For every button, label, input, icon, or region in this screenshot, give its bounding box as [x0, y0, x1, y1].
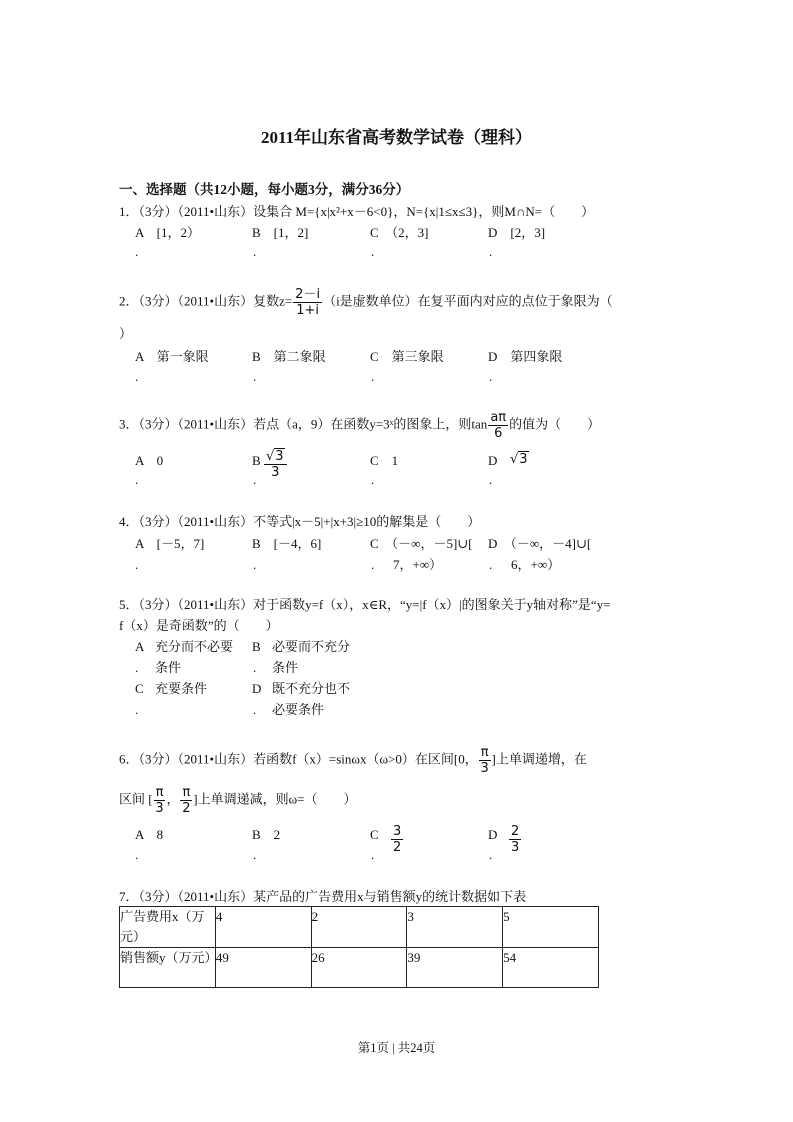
q1-option-a: A [1，2）	[135, 225, 201, 240]
denominator: 3	[511, 840, 520, 855]
q3-stem-text: 3．（3分）（2011•山东）若点（a，9）在函数y=3ˣ的图象上，则tan	[119, 416, 488, 432]
denominator: 2	[393, 840, 402, 855]
q2-stem-end: ）	[119, 326, 133, 341]
q6-option-c-value	[390, 824, 404, 855]
option-dot: .	[135, 557, 139, 572]
q2-option-b: B 第二象限	[252, 349, 326, 364]
numerator: π	[182, 785, 191, 800]
q1-option-b: B [1，2]	[252, 225, 309, 240]
option-dot: .	[371, 557, 375, 572]
q2-stem-text: 2．（3分）（2011•山东）复数z=	[119, 293, 293, 309]
option-dot: .	[253, 244, 257, 259]
q3-stem-text: 的值为（ ）	[509, 416, 601, 432]
question-6-stem-line1	[119, 745, 587, 776]
table-row	[120, 948, 599, 988]
q3-option-a: A 0	[135, 453, 164, 468]
table-cell: 2	[311, 907, 407, 948]
question-3-stem	[119, 410, 600, 441]
denominator: 1+i	[296, 303, 319, 318]
numerator: π	[480, 745, 489, 760]
denominator: 2	[182, 801, 191, 816]
q1-option-c: C （2，3]	[370, 225, 429, 240]
q6-option-d-label: D	[488, 827, 498, 842]
q3-option-c: C 1	[370, 453, 399, 468]
table-cell: 39	[407, 948, 503, 988]
option-dot: .	[135, 660, 139, 675]
q5-option-c-text: 充要条件	[155, 681, 208, 696]
question-6-stem-line2	[119, 785, 357, 816]
option-dot: .	[135, 369, 139, 384]
q3-option-b-value	[263, 449, 288, 480]
q3-option-d-label: D	[488, 453, 498, 468]
numerator: aπ	[490, 410, 507, 425]
q5-option-d-label: D	[252, 681, 262, 696]
section-heading: 一、选择题（共12小题，每小题3分，满分36分）	[119, 182, 410, 197]
q6-option-a: A 8	[135, 827, 164, 842]
option-dot: .	[253, 557, 257, 572]
numerator: √3	[264, 449, 287, 465]
table-cell: 3	[407, 907, 503, 948]
numerator: π	[155, 785, 164, 800]
q2-fraction	[293, 287, 322, 318]
option-dot: .	[253, 847, 257, 862]
option-dot: .	[135, 847, 139, 862]
q2-option-a: A 第一象限	[135, 349, 209, 364]
option-dot: .	[489, 369, 493, 384]
option-dot: .	[135, 472, 139, 487]
question-7-stem: 7．（3分）（2011•山东）某产品的广告费用x与销售额y的统计数据如下表	[119, 889, 527, 904]
numerator: 3	[393, 824, 402, 839]
table-header-cell: 销售额y（万元）	[120, 948, 216, 988]
table-cell: 5	[503, 907, 599, 948]
q5-option-d-text: 既不充分也不	[272, 681, 351, 696]
q6-option-b: B 2	[252, 827, 281, 842]
table-cell: 26	[311, 948, 407, 988]
q4-option-d-continued: 6，+∞）	[511, 557, 561, 572]
page-title: 2011年山东省高考数学试卷（理科）	[260, 128, 533, 147]
q6-stem-text: 区间	[119, 791, 146, 807]
option-dot: .	[489, 244, 493, 259]
q2-option-d: D 第四象限	[488, 349, 563, 364]
option-dot: .	[371, 244, 375, 259]
question-5-stem-line1: 5．（3分）（2011•山东）对于函数y=f（x），x∈R，“y=|f（x）|的图象关于y轴对称”是“y=	[119, 597, 611, 612]
q6-fraction-pi-2	[180, 785, 192, 816]
q4-option-b: B [－4，6]	[252, 536, 322, 551]
q6-fraction-pi-3	[479, 745, 491, 776]
option-dot: .	[135, 244, 139, 259]
denominator: 3	[480, 761, 489, 776]
q6-option-c-label: C	[370, 827, 379, 842]
question-2-stem	[119, 287, 613, 318]
q1-option-d: D [2，3]	[488, 225, 546, 240]
q6-stem-text: ]上单调递减，则ω=（ ）	[193, 791, 357, 807]
q3-option-d-sqrt: √3	[510, 452, 528, 467]
option-dot: .	[253, 472, 257, 487]
option-dot: .	[135, 702, 139, 717]
table-row	[120, 907, 599, 948]
q6-stem-text: 6．（3分）（2011•山东）若函数f（x）=sinωx（ω>0）在区间	[119, 751, 454, 767]
option-dot: .	[253, 702, 257, 717]
q5-option-b-text-2: 条件	[272, 660, 299, 675]
q6-stem-text: ]上单调递增，在	[491, 751, 587, 767]
option-dot: .	[371, 847, 375, 862]
question-4-stem: 4．（3分）（2011•山东）不等式|x－5|+|x+3|≥10的解集是（ ）	[119, 514, 481, 529]
option-dot: .	[371, 472, 375, 487]
q4-option-d: D （－∞，－4]∪[	[488, 536, 592, 551]
q2-stem-text: （i是虚数单位）在复平面内对应的点位于象限为（	[323, 293, 613, 309]
fraction-2-3	[509, 824, 521, 855]
q4-option-c: C （－∞，－5]∪[	[370, 536, 473, 551]
data-table	[119, 906, 599, 988]
q3-option-b-label: B	[252, 453, 261, 468]
q5-option-b-label: B	[252, 639, 261, 654]
table-cell: 4	[215, 907, 311, 948]
table-cell: 54	[503, 948, 599, 988]
q6-option-d-value	[508, 824, 522, 855]
q5-option-a-text-2: 条件	[155, 660, 182, 675]
table-header-cell: 广告费用x（万元）	[120, 907, 216, 948]
fraction-3-2	[391, 824, 403, 855]
sqrt3-over-3: $\frac{√3}{3}$	[264, 449, 287, 480]
option-dot: .	[489, 472, 493, 487]
q4-option-a: A [－5，7]	[135, 536, 205, 551]
question-5-stem-line2: f（x）是奇函数”的（ ）	[119, 618, 279, 633]
page-footer: 第1页 | 共24页	[357, 1041, 436, 1055]
numerator: 2－i	[295, 287, 321, 302]
table-cell: 49	[215, 948, 311, 988]
q5-option-d-text-2: 必要条件	[272, 702, 325, 717]
option-dot: .	[371, 369, 375, 384]
q5-option-c-label: C	[135, 681, 144, 696]
option-dot: .	[489, 847, 493, 862]
q4-option-c-continued: 7，+∞）	[393, 557, 443, 572]
q6-fraction-pi-3	[154, 785, 166, 816]
q2-option-c: C 第三象限	[370, 349, 444, 364]
q5-option-b-text: 必要而不充分	[272, 639, 351, 654]
q5-option-a-text: 充分而不必要	[155, 639, 234, 654]
numerator: 2	[511, 824, 520, 839]
option-dot: .	[489, 557, 493, 572]
q6-bracket: [	[148, 791, 153, 807]
question-1-stem: 1．（3分）（2011•山东）设集合 M={x|x²+x－6<0}，N={x|1≤x≤3}，则M∩N=（ ）	[119, 204, 595, 219]
denominator: 6	[494, 426, 503, 441]
q3-fraction	[488, 410, 508, 441]
comma: ，	[166, 791, 180, 807]
q5-option-a-label: A	[135, 639, 145, 654]
option-dot: .	[253, 660, 257, 675]
denominator: 3	[155, 801, 164, 816]
option-dot: .	[253, 369, 257, 384]
q6-bracket: [0，	[453, 751, 478, 767]
